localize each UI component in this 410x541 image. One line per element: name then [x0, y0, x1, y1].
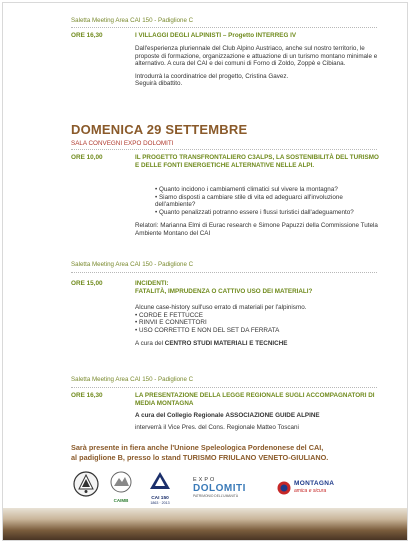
- event-description: [135, 186, 385, 238]
- description-paragraph: Dall'esperienza pluriennale del Club Alpino Austriaco, anche sul nostro territorio, le proposte di formazione, organizzazione e attuazione di un turismo montano minimale e alternativo. A cura del CAI e dei comuni di Forno di Zoldo, Zoppè e Cibiana.: [135, 45, 378, 68]
- event-title-line: FATALITÀ, IMPRUDENZA O CATTIVO USO DEI MATERIALI?: [135, 288, 313, 295]
- materials-list: [135, 312, 385, 335]
- caimb-text: CAIMB: [113, 498, 129, 503]
- event-time: ORE 16,30: [71, 32, 103, 39]
- question-list: [135, 186, 385, 216]
- day-heading: DOMENICA 29 SETTEMBRE: [71, 122, 248, 137]
- closing-note: [71, 443, 391, 463]
- sponsor-logos: [3, 471, 407, 507]
- speaker-text: interverrà il Vice Pres. del Cons. Regionale Matteo Toscani: [135, 423, 299, 431]
- curated-org: CENTRO STUDI MATERIALI E TECNICHE: [164, 340, 288, 348]
- list-item: • Siamo disposti a cambiare stile di vita ed adeguarci all'involuzione dell'ambiente?: [155, 194, 385, 209]
- intro-text: Alcune case-history sull'uso errato di materiali per l'alpinismo.: [135, 304, 307, 311]
- closing-line: Sarà presente in fiera anche l'Unione Speleologica Pordenonese del CAI,: [71, 443, 324, 452]
- venue-label: Saletta Meeting Area CAI 150 - Padiglione C: [71, 17, 194, 24]
- description-paragraph: Introdurrà la coordinatrice del progetto, Cristina Gavez.: [135, 72, 289, 80]
- expo-text: EXPO: [193, 477, 217, 483]
- sala-label: SALA CONVEGNI EXPO DOLOMITI: [71, 140, 174, 147]
- cai150-years: 1863 · 2013: [150, 501, 170, 505]
- closing-line: [71, 453, 391, 463]
- montagna-sub: amica e sicura: [294, 488, 327, 494]
- list-item: • Quanto incidono i cambiamenti climatici sul vivere la montagna?: [155, 186, 385, 194]
- divider: [71, 149, 377, 150]
- ground-photo-strip: [3, 508, 407, 540]
- description-paragraph: Seguirà dibattito.: [135, 80, 183, 88]
- curated-prefix: A cura del Collegio Regionale: [135, 412, 224, 419]
- closing-prefix: al padiglione B, presso lo stand: [71, 453, 181, 462]
- caimb-logo: [107, 471, 135, 503]
- list-item: • Quanto penalizzati potranno essere i flussi turistici dall'adeguamento?: [155, 209, 385, 217]
- list-item: • USO CORRETTO E NON DEL SET DA FERRATA: [135, 327, 385, 335]
- speakers-text: Relatori: Marianna Elmi di Eurac research e Simone Papuzzi della Commissione Tutela Ambiente Montano del CAI: [135, 222, 378, 237]
- list-item: • RINVII E CONNETTORI: [135, 319, 385, 327]
- list-item: • CORDE E FETTUCCE: [135, 312, 385, 320]
- event-title: I VILLAGGI DEGLI ALPINISTI – Progetto INTERREG IV: [135, 32, 297, 39]
- curated-org: ASSOCIAZIONE GUIDE ALPINE: [225, 412, 320, 419]
- venue-label: Saletta Meeting Area CAI 150 - Padiglione C: [71, 261, 194, 268]
- expo-dolomiti-logo: [193, 477, 263, 505]
- divider: [71, 272, 377, 273]
- event-title-line: INCIDENTI:: [135, 280, 169, 287]
- event-time: ORE 15,00: [71, 280, 103, 287]
- curated-by: [135, 412, 385, 420]
- venue-label: Saletta Meeting Area CAI 150 - Padiglione C: [71, 376, 194, 383]
- event-program-page: [2, 2, 408, 541]
- event-time: ORE 16,30: [71, 392, 103, 399]
- cai150-logo: [145, 471, 175, 507]
- cai-emblem-logo: [73, 471, 99, 497]
- curated-prefix: A cura del: [135, 340, 164, 348]
- divider: [71, 27, 377, 28]
- closing-bold: TURISMO FRIULANO VENETO-GIULIANO.: [182, 453, 329, 462]
- curated-by: [135, 340, 385, 348]
- event-description: [135, 304, 385, 348]
- dolomiti-sub: PATRIMONIO DELL'UMANITÀ: [193, 494, 239, 498]
- event-title: LA PRESENTAZIONE DELLA LEGGE REGIONALE SUGLI ACCOMPAGNATORI DI MEDIA MONTAGNA: [135, 392, 375, 407]
- dolomiti-text: DOLOMITI: [193, 483, 246, 494]
- cai150-text: CAI 150: [151, 496, 169, 501]
- event-description: [135, 45, 385, 88]
- event-title: IL PROGETTO TRANSFRONTALIERO C3ALPS, LA SOSTENIBILITÀ DEL TURISMO E DELLE FONTI ENERGETICHE ALTERNATIVE NELLE ALPI.: [135, 154, 379, 169]
- event-description: [135, 412, 385, 431]
- montagna-amica-logo: [277, 479, 347, 501]
- event-time: ORE 10,00: [71, 154, 103, 161]
- montagna-text: MONTAGNA: [294, 480, 335, 487]
- divider: [71, 387, 377, 388]
- event-title: [135, 280, 380, 296]
